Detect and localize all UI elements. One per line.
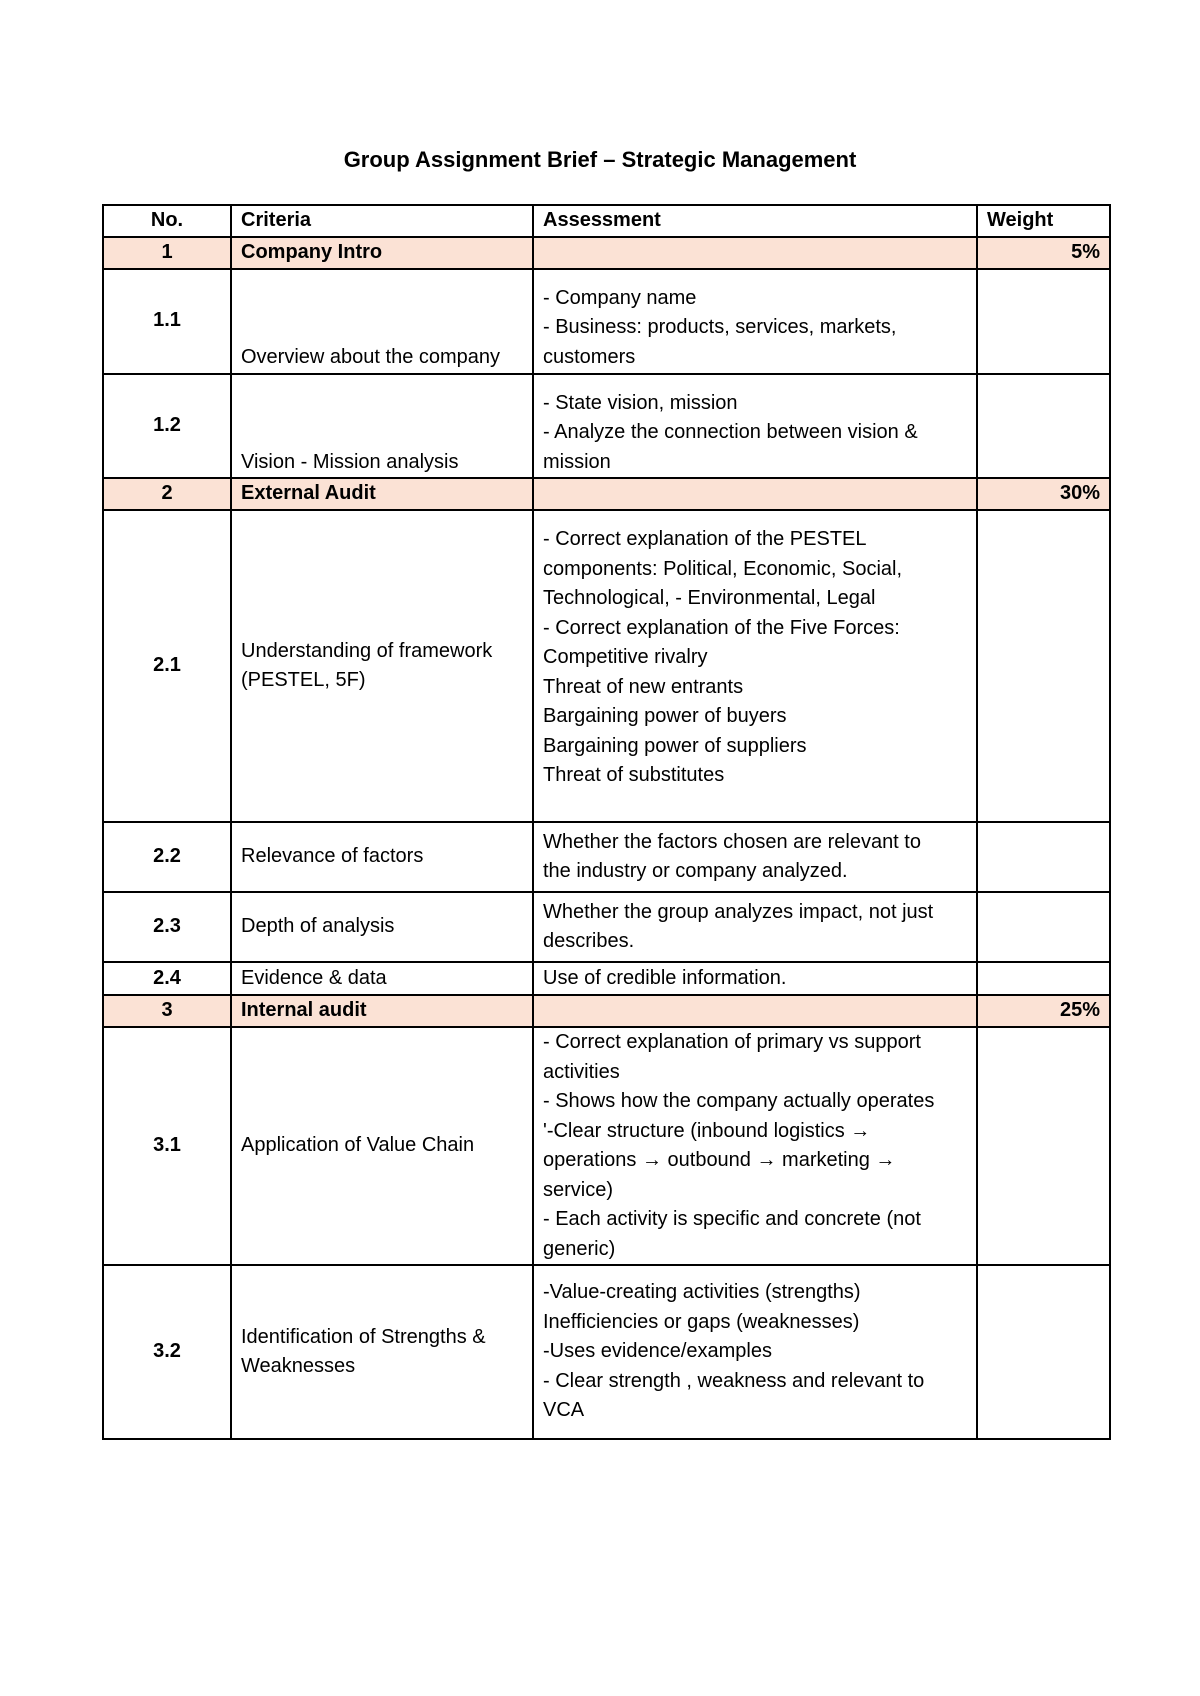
header-row bbox=[103, 205, 1110, 237]
criteria-cell: Identification of Strengths & Weaknesses bbox=[231, 1265, 533, 1439]
section-row bbox=[103, 478, 1110, 510]
assessment-line: Inefficiencies or gaps (weaknesses) bbox=[543, 1310, 860, 1333]
assessment-line: Bargaining power of suppliers bbox=[543, 734, 807, 757]
criteria-cell: Depth of analysis bbox=[231, 892, 533, 962]
row-number: 2.1 bbox=[103, 510, 231, 822]
assessment-line: '-Clear structure (inbound logistics → bbox=[543, 1119, 871, 1142]
assessment-line: the industry or company analyzed. bbox=[543, 860, 848, 882]
rubric-table bbox=[102, 204, 1111, 1440]
assessment-line: activities bbox=[543, 1060, 620, 1083]
header-assessment: Assessment bbox=[533, 205, 977, 237]
weight-cell bbox=[977, 822, 1110, 892]
criterion-row bbox=[103, 1027, 1110, 1265]
criteria-cell: Company Intro bbox=[231, 237, 533, 269]
criterion-row bbox=[103, 374, 1110, 479]
criteria-cell: External Audit bbox=[231, 478, 533, 510]
weight-cell bbox=[977, 892, 1110, 962]
header-weight: Weight bbox=[977, 205, 1110, 237]
assessment-cell bbox=[533, 478, 977, 510]
assessment-line: - Business: products, services, markets, bbox=[543, 316, 897, 338]
assessment-line: - Correct explanation of primary vs support bbox=[543, 1031, 921, 1053]
criteria-cell: Vision - Mission analysis bbox=[231, 374, 533, 479]
section-row bbox=[103, 237, 1110, 269]
assessment-line: Whether the factors chosen are relevant to bbox=[543, 830, 921, 853]
weight-cell bbox=[977, 962, 1110, 995]
assessment-cell bbox=[533, 822, 977, 892]
criterion-row bbox=[103, 892, 1110, 962]
assessment-line: service) bbox=[543, 1178, 614, 1201]
weight-cell bbox=[977, 510, 1110, 822]
assessment-line: VCA bbox=[543, 1399, 585, 1422]
row-number: 2.3 bbox=[103, 892, 231, 962]
criterion-row bbox=[103, 269, 1110, 374]
criteria-cell: Internal audit bbox=[231, 995, 533, 1027]
assessment-line: operations → outbound → marketing → bbox=[543, 1149, 896, 1171]
assessment-line: - Each activity is specific and concrete (not bbox=[543, 1208, 921, 1230]
criteria-cell: Application of Value Chain bbox=[231, 1027, 533, 1265]
assessment-line: - Shows how the company actually operates bbox=[543, 1090, 935, 1112]
row-number: 3.2 bbox=[103, 1265, 231, 1439]
row-number: 2 bbox=[103, 478, 231, 510]
criteria-cell: Understanding of framework (PESTEL, 5F) bbox=[231, 510, 533, 822]
row-number: 1.1 bbox=[103, 269, 231, 374]
assessment-line: - Clear strength , weakness and relevant to bbox=[543, 1369, 925, 1392]
assessment-cell bbox=[533, 892, 977, 962]
header-no: No. bbox=[103, 205, 231, 237]
weight-cell bbox=[977, 1265, 1110, 1439]
criteria-cell: Relevance of factors bbox=[231, 822, 533, 892]
assessment-line: Bargaining power of buyers bbox=[543, 705, 787, 727]
weight-cell: 5% bbox=[977, 237, 1110, 269]
assessment-line: components: Political, Economic, Social, bbox=[543, 557, 903, 580]
assessment-line: Use of credible information. bbox=[543, 966, 787, 989]
weight-cell: 25% bbox=[977, 995, 1110, 1027]
assessment-line: - Correct explanation of the Five Forces: bbox=[543, 616, 900, 639]
row-number: 1.2 bbox=[103, 374, 231, 479]
assessment-cell bbox=[533, 237, 977, 269]
assessment-cell bbox=[533, 995, 977, 1027]
assessment-line: - Correct explanation of the PESTEL bbox=[543, 528, 867, 550]
assessment-line: -Value-creating activities (strengths) bbox=[543, 1281, 861, 1304]
assessment-cell bbox=[533, 1265, 977, 1439]
criteria-cell: Overview about the company bbox=[231, 269, 533, 374]
row-number: 2.4 bbox=[103, 962, 231, 995]
criterion-row bbox=[103, 510, 1110, 822]
assessment-line: - Company name bbox=[543, 286, 697, 309]
row-number: 3 bbox=[103, 995, 231, 1027]
row-number: 2.2 bbox=[103, 822, 231, 892]
assessment-cell bbox=[533, 269, 977, 374]
assessment-line: Whether the group analyzes impact, not just bbox=[543, 900, 934, 923]
criterion-row bbox=[103, 962, 1110, 995]
weight-cell bbox=[977, 1027, 1110, 1265]
assessment-line: customers bbox=[543, 345, 636, 368]
assessment-line: mission bbox=[543, 450, 611, 473]
assessment-cell bbox=[533, 374, 977, 479]
assessment-cell bbox=[533, 1027, 977, 1265]
criterion-row bbox=[103, 822, 1110, 892]
assessment-line: generic) bbox=[543, 1237, 616, 1260]
row-number: 1 bbox=[103, 237, 231, 269]
assessment-line: -Uses evidence/examples bbox=[543, 1340, 772, 1363]
criteria-cell: Evidence & data bbox=[231, 962, 533, 995]
weight-cell bbox=[977, 269, 1110, 374]
assessment-cell bbox=[533, 962, 977, 995]
assessment-line: - State vision, mission bbox=[543, 391, 738, 414]
assessment-line: Threat of substitutes bbox=[543, 764, 725, 786]
assessment-line: Competitive rivalry bbox=[543, 646, 708, 668]
assessment-line: Technological, - Environmental, Legal bbox=[543, 587, 876, 609]
assessment-line: - Analyze the connection between vision & bbox=[543, 421, 918, 443]
weight-cell: 30% bbox=[977, 478, 1110, 510]
assessment-cell bbox=[533, 510, 977, 822]
section-row bbox=[103, 995, 1110, 1027]
header-criteria: Criteria bbox=[231, 205, 533, 237]
assessment-line: Threat of new entrants bbox=[543, 675, 744, 698]
weight-cell bbox=[977, 374, 1110, 479]
page-title: Group Assignment Brief – Strategic Management bbox=[343, 147, 857, 172]
criterion-row bbox=[103, 1265, 1110, 1439]
row-number: 3.1 bbox=[103, 1027, 231, 1265]
assessment-line: describes. bbox=[543, 930, 635, 952]
